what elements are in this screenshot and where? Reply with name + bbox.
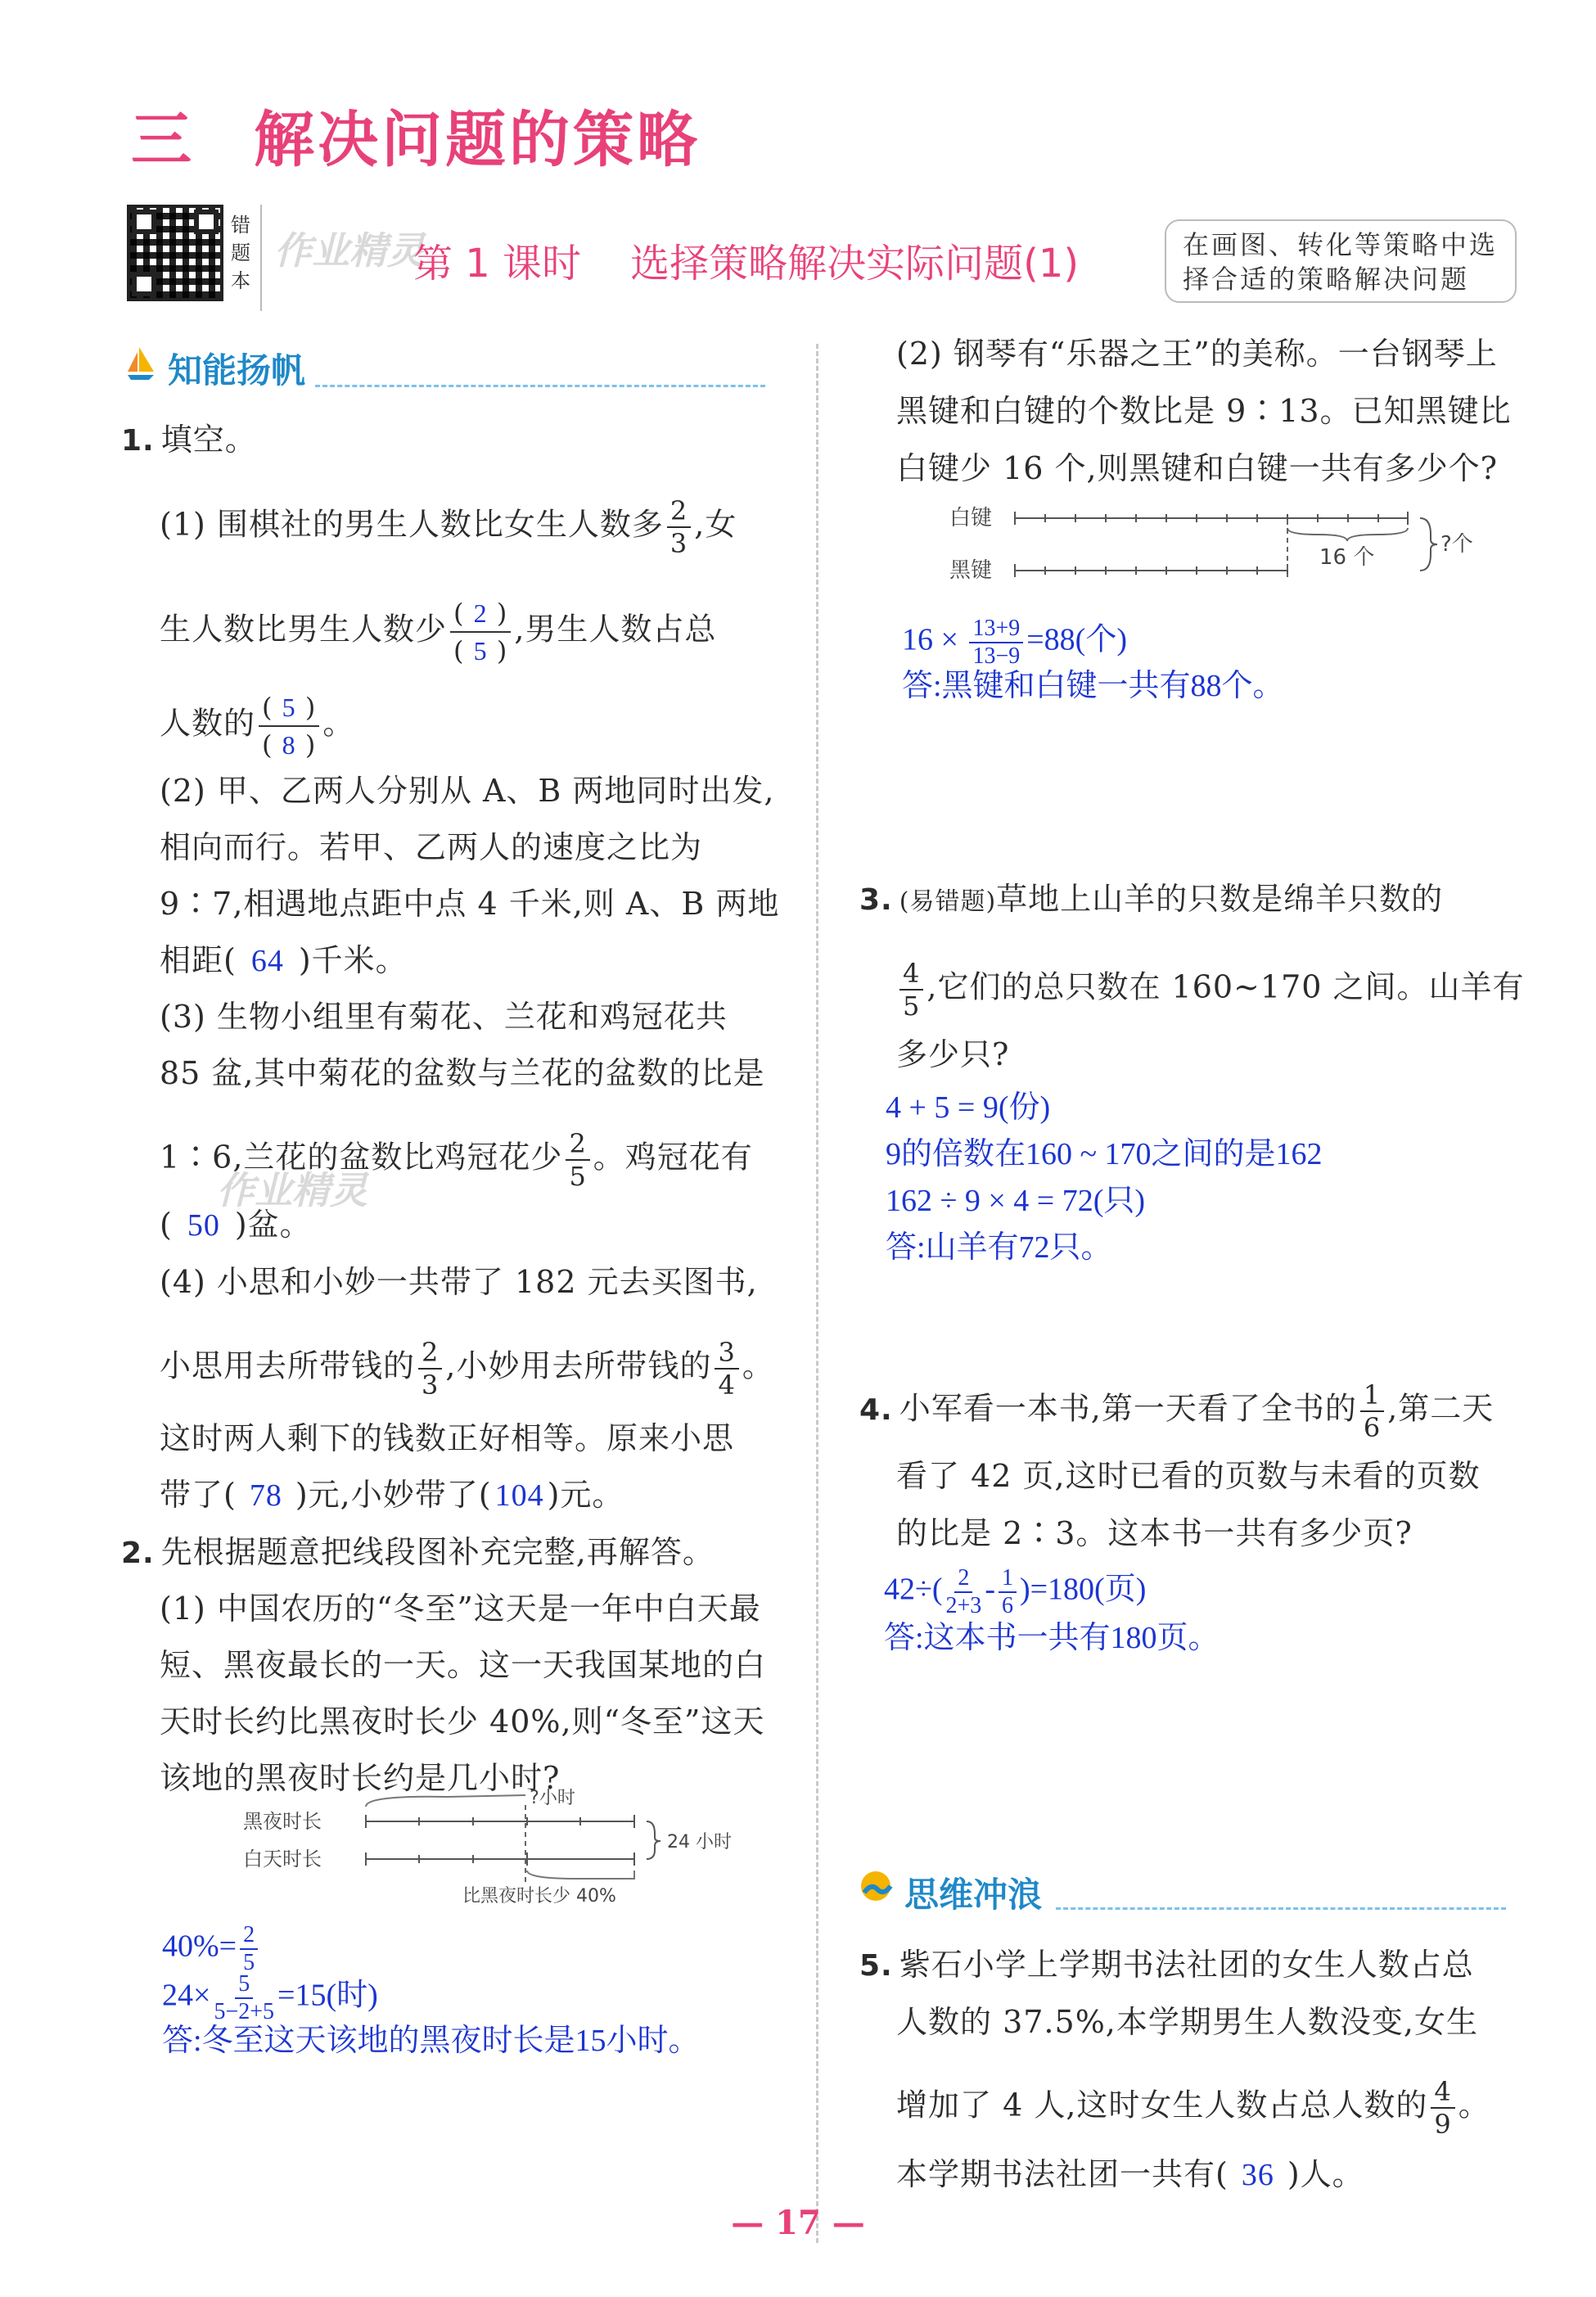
answer: 64 xyxy=(250,944,284,978)
objective-box xyxy=(1165,219,1517,303)
text: 1∶6,兰花的盆数比鸡冠花少 xyxy=(160,1139,563,1176)
q1-part4-line1: (4) 小思和小妙一共带了 182 元去买图书, xyxy=(160,1264,758,1300)
denominator: 9 xyxy=(1434,2109,1452,2140)
q2-1-solution-line2 xyxy=(162,1971,378,2025)
brace-right xyxy=(647,1821,660,1859)
text: 小思用去所带钱的 xyxy=(160,1347,416,1384)
q1-part1-line1 xyxy=(160,495,737,559)
denominator: 4 xyxy=(718,1370,736,1401)
fraction xyxy=(1360,1379,1384,1443)
numerator: 3 xyxy=(715,1337,738,1370)
q3-answer: 答:山羊有72只。 xyxy=(886,1230,1112,1265)
denominator: 2+3 xyxy=(945,1593,982,1618)
answer-fraction xyxy=(450,595,511,669)
answer: 50 xyxy=(187,1208,220,1243)
fraction xyxy=(418,1337,442,1401)
numerator: 2 xyxy=(418,1337,442,1370)
sail-icon xyxy=(123,344,159,380)
q3-solution-line1: 4 + 5 = 9(份) xyxy=(886,1090,1051,1125)
denominator: 5 xyxy=(569,1161,587,1192)
text: (1) 围棋社的男生人数比女生人数多 xyxy=(160,506,664,543)
numerator: 2 xyxy=(954,1565,972,1593)
objective-line: 在画图、转化等策略中选 xyxy=(1183,229,1499,260)
answer: 8 xyxy=(282,730,296,760)
qr-label: 错题本 xyxy=(231,214,250,292)
answer: 2 xyxy=(473,598,488,628)
fraction xyxy=(566,1128,589,1192)
question-5-line2: 人数的 37.5%,本学期男生人数没变,女生 xyxy=(896,2004,1478,2040)
question-4-line3: 的比是 2∶3。这本书一共有多少页? xyxy=(896,1515,1413,1551)
section-rule xyxy=(315,385,765,387)
question-4-line2: 看了 42 页,这时已看的页数与未看的页数 xyxy=(896,1458,1481,1494)
q1-part1-line2 xyxy=(160,595,716,669)
answer: 104 xyxy=(494,1478,544,1513)
stem-text: 先根据题意把线段图补充完整,再解答。 xyxy=(160,1534,715,1570)
question-number: 1. xyxy=(121,424,155,458)
text: 草地上山羊的只数是绵羊只数的 xyxy=(996,881,1444,917)
text: 小军看一本书,第一天看了全书的 xyxy=(899,1390,1357,1427)
divider xyxy=(260,205,262,311)
diagram-label: 16 个 xyxy=(1319,545,1375,570)
question-1-stem xyxy=(121,421,257,460)
diagram-label: 比黑夜时长少 40% xyxy=(462,1886,616,1907)
answer: 5 xyxy=(473,636,488,666)
fraction xyxy=(999,1565,1017,1619)
qr-corner xyxy=(194,210,219,234)
q1-part2-line3: 9∶7,相遇地点距中点 4 千米,则 A、B 两地 xyxy=(160,886,780,922)
question-number: 2. xyxy=(121,1537,155,1570)
q2-2-solution xyxy=(902,616,1127,670)
question-number: 4. xyxy=(859,1392,893,1427)
denominator: 13−9 xyxy=(972,643,1021,669)
watermark: 作业精灵 xyxy=(217,1168,367,1212)
segment-diagram-piano xyxy=(949,495,1506,602)
text: =88(个) xyxy=(1026,622,1127,657)
question-5-line3 xyxy=(896,2076,1490,2140)
text: 带了( xyxy=(160,1477,237,1513)
wave-icon xyxy=(858,1868,894,1904)
brace-right xyxy=(1420,518,1437,571)
lesson-name: 选择策略解决实际问题(1) xyxy=(630,241,1080,287)
fraction xyxy=(969,616,1023,670)
fraction xyxy=(1431,2076,1454,2140)
question-number: 5. xyxy=(859,1949,893,1983)
text: 。 xyxy=(742,1347,774,1384)
text: )元,小妙带了( xyxy=(295,1477,492,1513)
numerator: 2 xyxy=(240,1922,258,1950)
text: 生人数比男生人数少 xyxy=(160,611,448,648)
text: )盆。 xyxy=(234,1207,312,1243)
question-3-line2 xyxy=(896,958,1525,1022)
q2-part1-line3: 天时长约比黑夜时长少 40%,则“冬至”这天 xyxy=(160,1704,765,1740)
qr-code[interactable] xyxy=(127,205,223,301)
text: ,女 xyxy=(694,506,737,543)
numerator-box: ( 2 ) xyxy=(450,595,511,633)
text: 24× xyxy=(162,1978,211,2013)
denominator-box: ( 8 ) xyxy=(262,729,317,760)
question-tag: (易错题) xyxy=(899,887,997,916)
q3-solution-line2: 9的倍数在160 ~ 170之间的是162 xyxy=(886,1137,1323,1171)
fraction xyxy=(667,495,691,559)
text: )元。 xyxy=(547,1477,624,1513)
q2-1-solution-line1 xyxy=(162,1922,261,1976)
section-heading: 思维冲浪 xyxy=(904,1875,1043,1915)
diagram-label: ?小时 xyxy=(530,1789,575,1808)
text: )=180(页) xyxy=(1019,1572,1147,1607)
q2-part2-line1: (2) 钢琴有“乐器之王”的美称。一台钢琴上 xyxy=(896,336,1498,372)
text: 相距( xyxy=(160,942,237,978)
text: ,第二天 xyxy=(1387,1390,1495,1427)
text: )人。 xyxy=(1287,2156,1364,2192)
answer: 5 xyxy=(282,693,296,722)
q1-part3-line1: (3) 生物小组里有菊花、兰花和鸡冠花共 xyxy=(160,999,728,1035)
diagram-label: 24 小时 xyxy=(667,1832,732,1852)
text: 。 xyxy=(322,705,355,742)
q1-part3-line2: 85 盆,其中菊花的盆数与兰花的盆数的比是 xyxy=(160,1055,765,1091)
diagram-label: ?个 xyxy=(1440,532,1473,557)
text: 增加了 4 人,这时女生人数占总人数的 xyxy=(896,2087,1428,2123)
q4-solution xyxy=(884,1565,1146,1619)
fraction xyxy=(240,1922,258,1976)
numerator-box: ( 5 ) xyxy=(259,689,319,727)
denominator: 3 xyxy=(422,1370,440,1401)
answer: 36 xyxy=(1241,2158,1274,2192)
denominator-box: ( 5 ) xyxy=(453,635,508,666)
q2-part1-line2: 短、黑夜最长的一天。这一天我国某地的白 xyxy=(160,1647,767,1683)
stem-text: 填空。 xyxy=(160,422,257,458)
text: =15(时) xyxy=(277,1978,378,2013)
text: 16 × xyxy=(902,622,967,657)
question-3-line1 xyxy=(859,880,1443,921)
numerator: 5 xyxy=(235,1971,253,1999)
q2-part1-line1: (1) 中国农历的“冬至”这天是一年中白天最 xyxy=(160,1591,761,1627)
q1-part1-line3 xyxy=(160,689,354,763)
q2-part1-line4: 该地的黑夜时长约是几小时? xyxy=(160,1760,561,1796)
text: - xyxy=(985,1572,995,1607)
lesson-number: 第 1 课时 xyxy=(413,241,582,287)
q1-part4-line3: 这时两人剩下的钱数正好相等。原来小思 xyxy=(160,1420,735,1456)
denominator: 5−2+5 xyxy=(214,1999,275,2024)
fraction xyxy=(715,1337,738,1401)
q1-part3-line4 xyxy=(160,1206,312,1244)
numerator: 1 xyxy=(999,1565,1017,1593)
fraction xyxy=(899,958,923,1022)
diagram-label: 黑键 xyxy=(949,558,993,583)
text: 42÷( xyxy=(884,1572,943,1607)
lesson-title xyxy=(413,232,1079,288)
brace-bottom xyxy=(527,1871,634,1879)
numerator: 4 xyxy=(899,958,923,991)
text: 人数的 xyxy=(160,705,256,742)
question-3-line3: 多少只? xyxy=(896,1036,1010,1072)
denominator: 6 xyxy=(1363,1412,1382,1443)
question-5-line4 xyxy=(896,2155,1364,2194)
fraction xyxy=(946,1565,982,1619)
diagram-label: 黑夜时长 xyxy=(243,1810,322,1833)
text: ,男生人数占总 xyxy=(514,611,717,648)
column-divider xyxy=(816,344,818,2243)
page-number: — 17 — xyxy=(731,2204,865,2242)
q1-part2-line2: 相向而行。若甲、乙两人的速度之比为 xyxy=(160,829,703,865)
qr-corner xyxy=(132,210,156,234)
q3-solution-line3: 162 ÷ 9 × 4 = 72(只) xyxy=(886,1184,1146,1218)
section-heading: 知能扬帆 xyxy=(168,350,306,390)
q1-part2-line4 xyxy=(160,941,408,980)
numerator: 13+9 xyxy=(969,616,1023,643)
numerator: 1 xyxy=(1360,1379,1384,1412)
q2-part2-line2: 黑键和白键的个数比是 9∶13。已知黑键比 xyxy=(896,393,1512,429)
q4-answer: 答:这本书一共有180页。 xyxy=(884,1621,1220,1655)
question-number: 3. xyxy=(859,883,893,917)
answer-fraction xyxy=(259,689,319,763)
text: 紫石小学上学期书法社团的女生人数占总 xyxy=(899,1947,1474,1983)
denominator: 5 xyxy=(903,991,921,1022)
text: ,它们的总只数在 160~170 之间。山羊有 xyxy=(926,968,1525,1005)
q2-part2-line3: 白键少 16 个,则黑键和白键一共有多少个? xyxy=(896,450,1498,486)
text: ,小妙用去所带钱的 xyxy=(445,1347,712,1384)
objective-line: 择合适的策略解决问题 xyxy=(1183,264,1470,295)
denominator: 6 xyxy=(1001,1593,1013,1618)
numerator: 2 xyxy=(667,495,691,528)
segment-diagram-day-night xyxy=(233,1789,782,1907)
denominator: 3 xyxy=(670,528,688,559)
q2-1-answer: 答:冬至这天该地的黑夜时长是15小时。 xyxy=(162,2024,700,2058)
text: 40%= xyxy=(162,1929,237,1964)
numerator: 4 xyxy=(1431,2076,1454,2109)
watermark: 作业精灵 xyxy=(274,228,425,273)
fraction xyxy=(214,1971,274,2025)
denominator: 5 xyxy=(243,1950,255,1975)
diagram-label: 白天时长 xyxy=(243,1848,322,1871)
section-rule xyxy=(1056,1907,1506,1910)
chapter-name: 解决问题的策略 xyxy=(254,105,701,175)
diagram-label: 白键 xyxy=(949,506,993,530)
q1-part4-line4 xyxy=(160,1476,624,1514)
answer: 78 xyxy=(249,1478,282,1513)
text: ( xyxy=(160,1207,173,1243)
brace-diff xyxy=(1287,528,1408,541)
question-5-line1 xyxy=(859,1946,1474,1985)
numerator: 2 xyxy=(566,1128,589,1161)
q1-part2-line1: (2) 甲、乙两人分别从 A、B 两地同时出发, xyxy=(160,773,775,809)
text: )千米。 xyxy=(298,942,408,978)
q2-2-answer: 答:黑键和白键一共有88个。 xyxy=(902,669,1284,703)
question-4-line1 xyxy=(859,1379,1494,1443)
question-2-stem xyxy=(121,1533,715,1573)
q1-part4-line2 xyxy=(160,1337,774,1401)
text: 。鸡冠花有 xyxy=(593,1139,753,1176)
text: 。 xyxy=(1458,2087,1490,2123)
chapter-title xyxy=(131,92,701,178)
text: 本学期书法社团一共有( xyxy=(896,2156,1229,2192)
brace-top xyxy=(366,1795,525,1807)
chapter-number: 三 xyxy=(131,105,195,175)
qr-corner xyxy=(132,272,156,296)
